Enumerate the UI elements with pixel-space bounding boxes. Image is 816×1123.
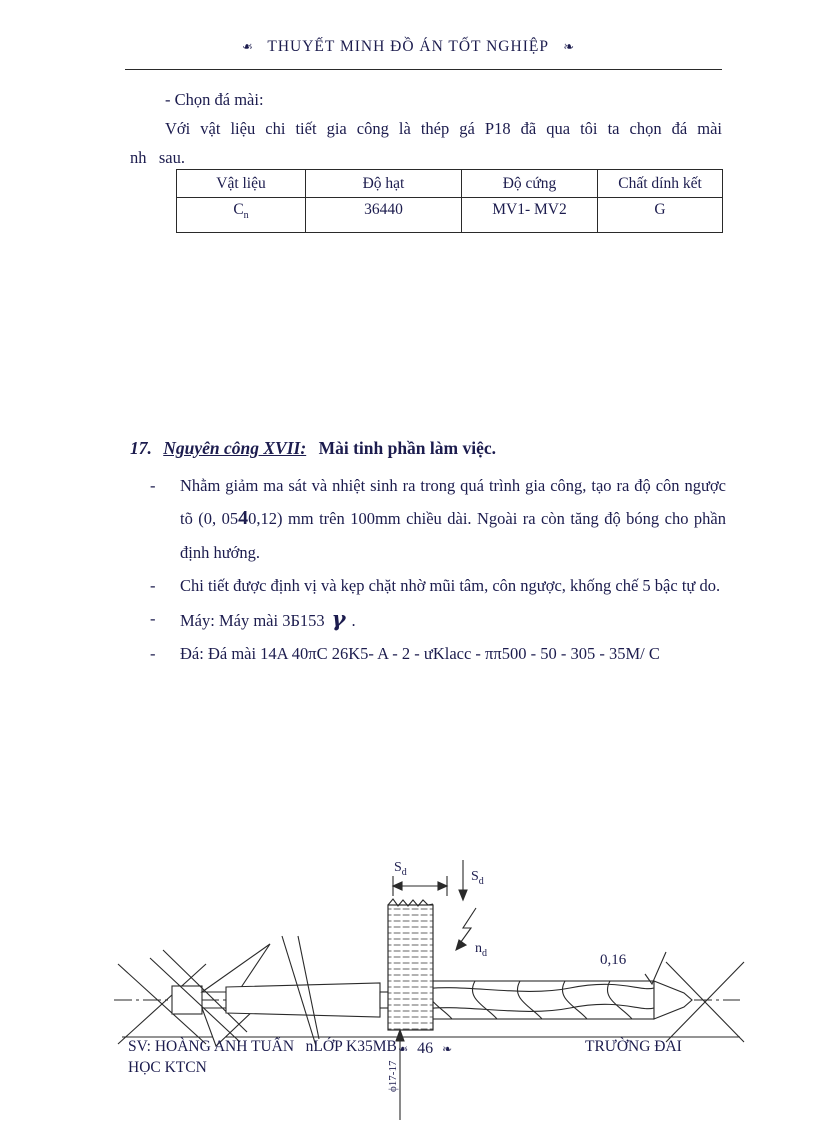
paragraph-choose-wheel: - Chọn đá mài: — [165, 90, 264, 109]
cell-grit: 36440 — [306, 198, 462, 233]
bullet-dash: - — [150, 609, 156, 629]
header-divider — [125, 69, 722, 70]
label-roughness: 0,16 — [600, 952, 627, 968]
bullet-text: Chi tiết được định vị và kẹp chặt nhờ mũi tâm, côn ngược, khống chế 5 bậc tự do. — [180, 575, 721, 595]
label-sd-horizontal: $S_d$ — [394, 860, 407, 878]
floral-ornament-icon: ❧ — [563, 39, 576, 55]
bullet-item-purpose — [150, 469, 726, 569]
footer-university: TRƯỜNG ĐAI — [585, 1038, 682, 1055]
page-title: THUYẾT MINH ĐỒ ÁN TỐT NGHIỆP — [267, 38, 549, 55]
page-header — [0, 38, 816, 56]
bullet-item-fixturing — [150, 569, 726, 602]
cell-bond: G — [598, 198, 723, 233]
section-number: 17. — [130, 438, 152, 458]
page-number: 46 — [417, 1040, 434, 1057]
gamma-symbol: γ — [331, 606, 346, 632]
label-nd-speed: $n_d$ — [475, 941, 487, 959]
label-sd-vertical: $S_d$ — [471, 869, 484, 887]
grinding-wheel-spec-table — [176, 169, 723, 233]
bullet-item-wheel — [150, 637, 726, 670]
bullet-dash: - — [150, 476, 156, 495]
table-data-row — [177, 198, 723, 233]
bullet-list — [150, 469, 726, 671]
cell-material: $C_n$ — [177, 198, 306, 233]
footer-school-line: HỌC KTCN — [128, 1059, 207, 1076]
col-header-grit: Độ hạt — [306, 170, 462, 198]
material-subscript: n — [243, 210, 249, 222]
section-heading — [130, 438, 496, 459]
bullet-text: Máy: Máy mài 3Б153 γ . — [180, 606, 356, 632]
col-header-material: Vật liệu — [177, 170, 306, 198]
paragraph-material-cont: nh sau. — [130, 148, 185, 167]
bullet-dash: - — [150, 575, 156, 595]
label-diameter-dimension: ϕ17-17 — [387, 1060, 399, 1092]
section-title: Nguyên công XVII: — [163, 438, 307, 458]
drawing-lines — [114, 860, 744, 1120]
section-subtitle: Mài tinh phần làm việc. — [318, 438, 497, 458]
floral-ornament-icon: ❧ — [442, 1041, 453, 1056]
page-number-row — [398, 1040, 452, 1058]
floral-ornament-icon: ❧ — [240, 39, 253, 55]
paragraph-material: Với vật liệu chi tiết gia công là thép gá P18 đã qua tôi ta chọn đá mài — [165, 119, 722, 138]
col-header-bond: Chất dính kết — [598, 170, 723, 198]
table-header-row — [177, 170, 723, 198]
bullet-text: Nhằm giảm ma sát và nhiệt sinh ra trong quá trình gia công, tạo ra độ côn ngược tõ (0, 0540,12) mm trên 100mm chiều dài. Ngoài ra còn tăng độ bóng cho phần định hướng. — [180, 476, 726, 562]
floral-ornament-icon: ❧ — [398, 1041, 409, 1056]
big-four-glyph: 4 — [238, 507, 249, 530]
footer-student-line: SV: HOÀNG ANH TUẤN nLỚP K35MB — [128, 1038, 397, 1055]
bullet-text: Đá: Đá mài 14A 40πC 26K5- A - 2 - ưKlacc - ππ500 - 50 - 305 - 35M/ C — [180, 644, 660, 664]
col-header-hardness: Độ cứng — [462, 170, 598, 198]
cell-hardness: MV1- MV2 — [462, 198, 598, 233]
grinding-operation-drawing — [0, 840, 816, 1123]
bullet-dash: - — [150, 644, 156, 664]
bullet-item-machine — [150, 602, 726, 637]
